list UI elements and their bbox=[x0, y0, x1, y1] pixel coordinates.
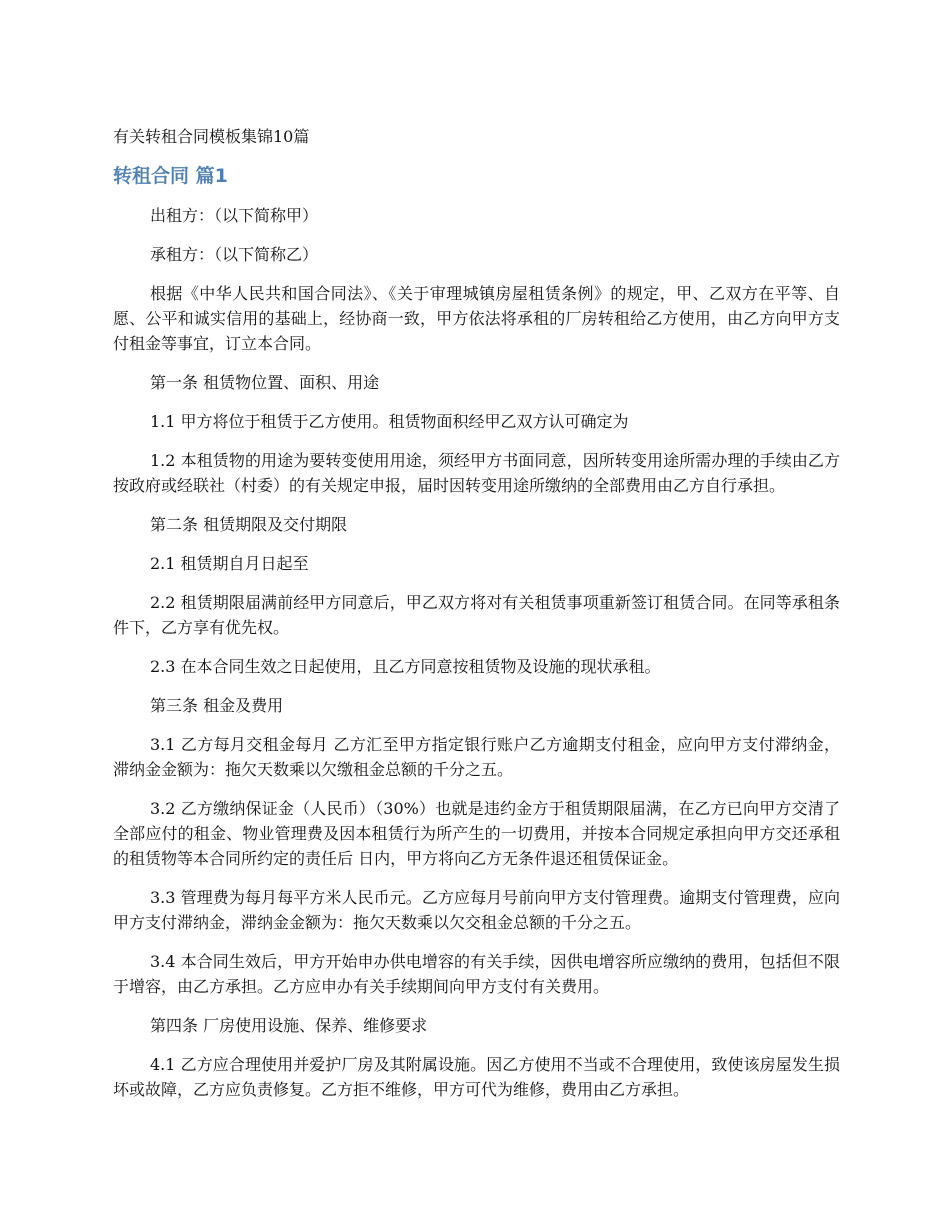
paragraph-preamble: 根据《中华人民共和国合同法》、《关于审理城镇房屋租赁条例》的规定，甲、乙双方在平等、自愿、公平和诚实信用的基础上，经协商一致，甲方依法将承租的厂房转租给乙方使用，由乙方向甲方支付租金等事宜，订立本合同。 bbox=[113, 284, 840, 353]
clause-3-1: 3.1 乙方每月交租金每月 乙方汇至甲方指定银行账户乙方逾期支付租金，应向甲方支付滞纳金，滞纳金金额为：拖欠天数乘以欠缴租金总额的千分之五。 bbox=[113, 735, 840, 779]
clause-3-2: 3.2 乙方缴纳保证金（人民币）（30%）也就是违约金方于租赁期限届满，在乙方已向甲方交清了全部应付的租金、物业管理费及因本租赁行为所产生的一切费用，并按本合同规定承担向甲方交还承租的租赁物等本合同所约定的责任后 日内，甲方将向乙方无条件退还租赁保证金。 bbox=[113, 799, 840, 868]
clause-3-4: 3.4 本合同生效后，甲方开始申办供电增容的有关手续，因供电增容所应缴纳的费用，包括但不限于增容，由乙方承担。乙方应申办有关手续期间向甲方支付有关费用。 bbox=[113, 952, 840, 996]
clause-3-3: 3.3 管理费为每月每平方米人民币元。乙方应每月号前向甲方支付管理费。逾期支付管理费，应向甲方支付滞纳金，滞纳金金额为：拖欠天数乘以欠交租金总额的千分之五。 bbox=[113, 888, 840, 932]
clause-2-2: 2.2 租赁期限届满前经甲方同意后，甲乙双方将对有关租赁事项重新签订租赁合同。在同等承租条件下，乙方享有优先权。 bbox=[113, 593, 840, 637]
article-heading-2: 第二条 租赁期限及交付期限 bbox=[150, 515, 348, 534]
article-heading-1: 第一条 租赁物位置、面积、用途 bbox=[150, 373, 380, 392]
section-heading: 转租合同 篇1 bbox=[113, 165, 228, 187]
paragraph-lessor: 出租方：（以下简称甲） bbox=[150, 206, 319, 225]
clause-2-1: 2.1 租赁期自月日起至 bbox=[150, 554, 309, 573]
clause-1-1: 1.1 甲方将位于租赁于乙方使用。租赁物面积经甲乙双方认可确定为 bbox=[150, 412, 629, 431]
document-body bbox=[113, 203, 840, 1116]
clause-1-2: 1.2 本租赁物的用途为要转变使用用途，须经甲方书面同意，因所转变用途所需办理的手续由乙方按政府或经联社（村委）的有关规定申报，届时因转变用途所缴纳的全部费用由乙方自行承担。 bbox=[113, 451, 840, 495]
clause-4-1: 4.1 乙方应合理使用并爱护厂房及其附属设施。因乙方使用不当或不合理使用，致使该房屋发生损坏或故障，乙方应负责修复。乙方拒不维修，甲方可代为维修，费用由乙方承担。 bbox=[113, 1055, 840, 1099]
article-heading-4: 第四条 厂房使用设施、保养、维修要求 bbox=[150, 1016, 428, 1035]
clause-2-3: 2.3 在本合同生效之日起使用，且乙方同意按租赁物及设施的现状承租。 bbox=[150, 657, 661, 676]
article-heading-3: 第三条 租金及费用 bbox=[150, 696, 284, 715]
paragraph-lessee: 承租方：（以下简称乙） bbox=[150, 245, 319, 264]
document-title: 有关转租合同模板集锦10篇 bbox=[113, 127, 310, 146]
